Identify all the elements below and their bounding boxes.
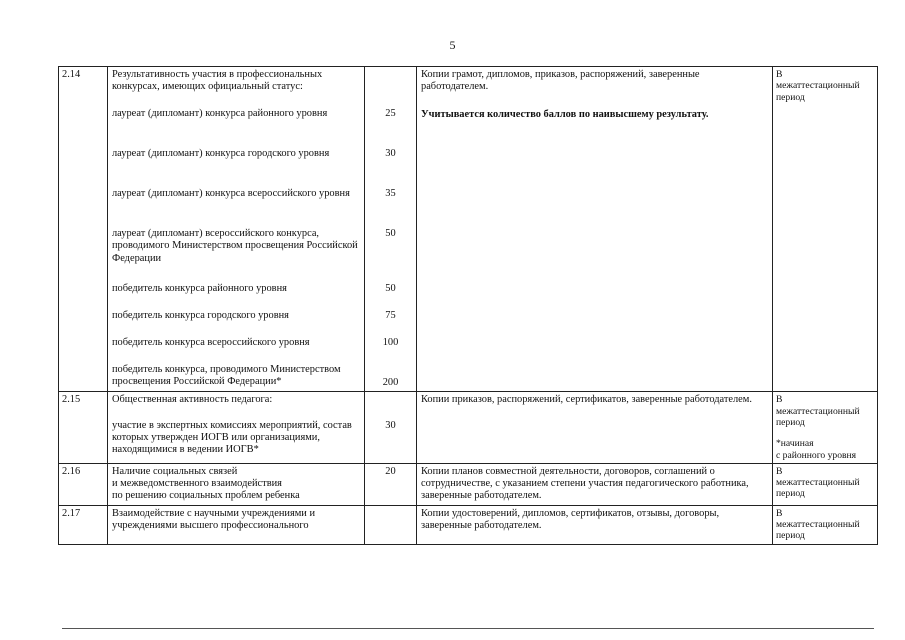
points-value: 30 bbox=[385, 420, 396, 432]
documents-cell bbox=[417, 67, 773, 392]
row-number: 2.14 bbox=[59, 67, 108, 392]
period-text: период bbox=[776, 488, 805, 500]
criterion-item: победитель конкурса всероссийского уровня bbox=[112, 337, 310, 348]
points-value: 25 bbox=[385, 108, 396, 119]
period-note: *начиная bbox=[776, 438, 814, 450]
criterion-item: лауреат (дипломант) конкурса всероссийского уровня bbox=[112, 188, 350, 199]
criterion-cell bbox=[108, 463, 365, 505]
period-text: В bbox=[776, 69, 783, 80]
points-cell bbox=[365, 392, 417, 464]
criterion-item: лауреат (дипломант) всероссийского конкурса, проводимого Министерством просвещения Российской Федерации bbox=[112, 228, 358, 264]
period-text: межаттестационный bbox=[776, 518, 860, 530]
period-text: межаттестационный bbox=[776, 80, 860, 92]
period-text: В bbox=[776, 507, 783, 519]
points-value: 75 bbox=[385, 310, 396, 321]
points-value: 35 bbox=[385, 188, 396, 199]
period-note: с районного уровня bbox=[776, 449, 857, 461]
period-cell bbox=[773, 392, 878, 464]
documents-cell bbox=[417, 463, 773, 505]
page-bottom-line bbox=[62, 628, 874, 629]
row-number: 2.16 bbox=[59, 463, 108, 505]
points-value: 50 bbox=[385, 283, 396, 294]
points-value: 200 bbox=[382, 377, 399, 388]
documents-text: Копии удостоверений, дипломов, сертификатов, отзывы, договоры, заверенные работодателем. bbox=[421, 507, 720, 531]
criterion-title: Общественная активность педагога: bbox=[112, 394, 273, 406]
page-number: 5 bbox=[449, 38, 456, 52]
period-cell bbox=[773, 67, 878, 392]
points-cell bbox=[365, 505, 417, 544]
criterion-title: Результативность участия в профессиональных конкурсах, имеющих официальный статус: bbox=[112, 69, 323, 93]
criterion-text: и межведомственного взаимодействия bbox=[112, 478, 282, 490]
row-number: 2.15 bbox=[59, 392, 108, 464]
points-value: 30 bbox=[385, 148, 396, 159]
documents-text: Копии грамот, дипломов, приказов, распоряжений, заверенные работодателем. bbox=[421, 69, 700, 93]
documents-text: Копии планов совместной деятельности, договоров, соглашений о сотрудничестве, с указанием степени участия педагогического работника, заверенные работодателем. bbox=[421, 465, 749, 502]
points-value: 20 bbox=[385, 465, 396, 477]
criterion-cell bbox=[108, 392, 365, 464]
period-text: период bbox=[776, 91, 805, 103]
criterion-item: победитель конкурса, проводимого Министерством просвещения Российской Федерации* bbox=[112, 364, 341, 388]
criterion-text: по решению социальных проблем ребенка bbox=[112, 490, 300, 502]
period-text: период bbox=[776, 530, 805, 542]
criterion-cell bbox=[108, 67, 365, 392]
period-text: В bbox=[776, 394, 783, 406]
table-row-2-17 bbox=[59, 505, 878, 544]
period-text: межаттестационный bbox=[776, 477, 860, 489]
criterion-text: Взаимодействие с научными учреждениями и учреждениями высшего профессионального bbox=[112, 507, 316, 531]
period-text: период bbox=[776, 416, 805, 428]
points-value: 50 bbox=[385, 228, 396, 239]
criterion-item: победитель конкурса районного уровня bbox=[112, 283, 287, 294]
documents-cell bbox=[417, 505, 773, 544]
criterion-item: лауреат (дипломант) конкурса районного уровня bbox=[112, 108, 328, 119]
criterion-cell bbox=[108, 505, 365, 544]
criterion-text: Наличие социальных связей bbox=[112, 465, 238, 477]
points-value: 100 bbox=[382, 337, 399, 348]
criterion-item: лауреат (дипломант) конкурса городского уровня bbox=[112, 148, 330, 159]
row-number: 2.17 bbox=[59, 505, 108, 544]
points-cell bbox=[365, 463, 417, 505]
table-row-2-16 bbox=[59, 463, 878, 505]
documents-cell bbox=[417, 392, 773, 464]
period-text: межаттестационный bbox=[776, 405, 860, 417]
table-row-2-14 bbox=[59, 67, 878, 392]
documents-text: Копии приказов, распоряжений, сертификатов, заверенные работодателем. bbox=[421, 394, 752, 406]
period-cell bbox=[773, 463, 878, 505]
criterion-item: победитель конкурса городского уровня bbox=[112, 310, 289, 321]
table-row-2-15 bbox=[59, 392, 878, 464]
documents-note: Учитывается количество баллов по наивысшему результату. bbox=[421, 109, 709, 120]
period-text: В bbox=[776, 465, 783, 477]
criterion-item: участие в экспертных комиссиях мероприятий, состав которых утвержден ИОГВ или организациями, находящимися в ведении ИОГВ* bbox=[112, 419, 352, 456]
criteria-table bbox=[58, 66, 878, 545]
points-cell bbox=[365, 67, 417, 392]
period-cell bbox=[773, 505, 878, 544]
